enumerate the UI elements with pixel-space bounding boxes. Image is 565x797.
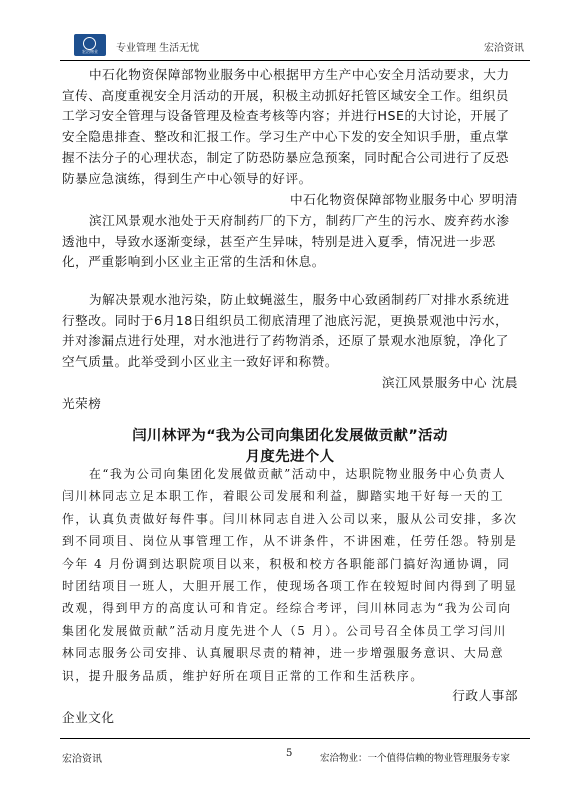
article1-paragraph: 中石化物资保障部物业服务中心根据甲方生产中心安全月活动要求，大力宣传、高度重视安全月活动的开展，积极主动抓好托管区域安全工作。组织员工学习安全管理与设备管理及检查考核等内容；并进行HSE的大讨论，开展了安全隐患排查、整改和汇报工作。学习生产中心下发的安全知识手册，重点掌握不法分子的心理状态，制定了防恐防暴应急预案，同时配合公司进行了反恐防暴应急演练，得到生产中心领导的好评。 [62,67,510,186]
footer-tagline: 宏洽物业：一个值得信赖的物业管理服务专家 [320,753,511,764]
header-slogan: 专业管理 生活无忧 [116,43,200,54]
article3-signature: 行政人事部 [452,688,518,703]
article3-title-line1: 闫川林评为“我为公司向集团化发展做贡献”活动 [132,428,448,444]
company-logo [74,34,106,56]
article2-paragraph-2: 为解决景观水池污染，防止蚊蝇滋生，服务中心致函制药厂对排水系统进行整改。同时于6月18日组织员工彻底清理了池底污泥，更换景观池中污水，并对渗漏点进行处理，对水池进行了药物消杀，还原了景观水池原貌，净化了空气质量。此举受到小区业主一致好评和称赞。 [62,292,510,370]
logo-text: 宏洽物业 [82,49,98,54]
section-label: 企业文化 [62,710,115,725]
header-divider [60,60,530,61]
article2-signature-continued: 光荣榜 [62,396,102,411]
article2-paragraph-1: 滨江风景观水池处于天府制药厂的下方，制药厂产生的污水、废弃药水渗透池中，导致水逐渐变绿，甚至产生异味，特别是进入夏季，情况进一步恶化，严重影响到小区业主正常的生活和休息。 [62,213,510,270]
footer-divider [60,738,530,739]
article1-signature: 中石化物资保障部物业服务中心 罗明清 [290,192,518,207]
page-header [60,30,530,60]
header-publication-name: 宏洽资讯 [484,43,524,54]
page-number: 5 [286,748,293,759]
article2-signature: 滨江风景服务中心 沈晨 [382,375,518,390]
article3-body: 在“我为公司向集团化发展做贡献”活动中，达职院物业服务中心负责人闫川林同志立足本职工作，着眼公司发展和利益，脚踏实地干好每一天的工作，认真负责做好每件事。闫川林同志自进入公司以来，服从公司安排，多次到不同项目、岗位从事管理工作，从不讲条件，不讲困难，任劳任怨。特别是今年 4 月份调到达职院项目以来，积极和校方各职能部门搞好沟通协调，同时团结项目一班人，大胆开展工作，使现场各项工作在较短时间内得到了明显改观，得到甲方的高度认可和肯定。经综合考评，闫川林同志为“我为公司向集团化发展做贡献”活动月度先进个人（5 月）。公司号召全体员工学习闫川林同志服务公司安排、认真履职尽责的精神，进一步增强服务意识、大局意识，提升服务品质，维护好所在项目正常的工作和生活秩序。 [62,467,518,683]
footer-publication-name: 宏洽资讯 [62,754,102,765]
article3-title-line2: 月度先进个人 [245,449,335,465]
